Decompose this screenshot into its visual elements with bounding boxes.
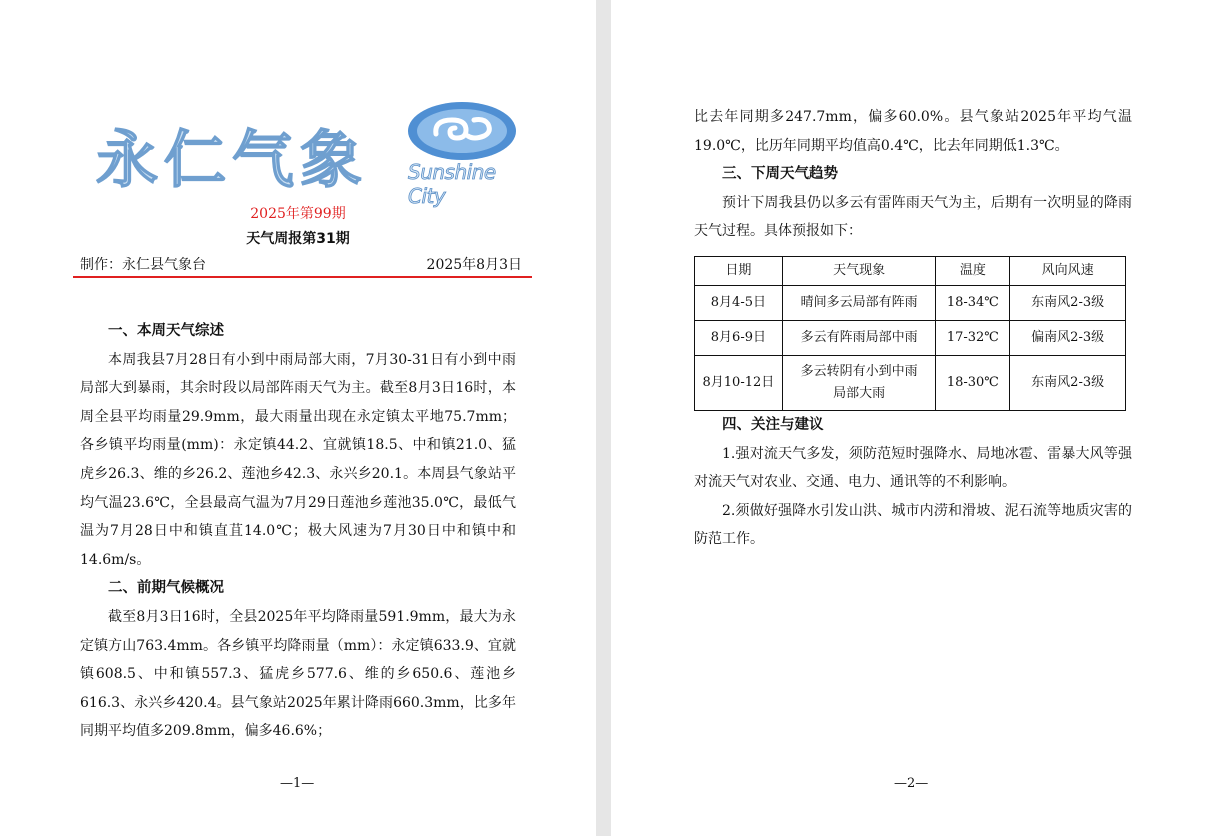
table-cell: 偏南风2-3级 [1010,320,1126,355]
page2-body [694,103,1132,554]
section-heading: 二、前期气候概况 [108,580,224,597]
table-row [695,320,1126,355]
table-cell: 17-32℃ [936,320,1010,355]
issue-number: 2025年第99期 [250,206,346,222]
table-row [695,355,1126,410]
cloud-swirl-icon [406,100,518,162]
table-cell: 8月10-12日 [695,355,783,410]
paragraph: 2.须做好强降水引发山洪、城市内涝和滑坡、泥石流等地质灾害的防范工作。 [694,502,1132,548]
paragraph: 本周我县7月28日有小到中雨局部大雨，7月30-31日有小到中雨局部大到暴雨，其余时段以局部阵雨天气为主。截至8月3日16时，本周全县平均雨量29.9mm，最大雨量出现在永定镇太平地75.7mm；各乡镇平均雨量(mm)：永定镇44.2、宜就镇18.5、中和镇21.0、猛虎乡26.3、维的乡26.2、莲池乡42.3、永兴乡20.1。本周县气象站平均气温23.6℃，全县最高气温为7月29日莲池乡莲池35.0℃，最低气温为7月28日中和镇直苴14.0℃；极大风速为7月30日中和镇中和14.6m/s。 [80,351,516,568]
logo-city-text: Sunshine City [408,160,496,208]
forecast-table [694,256,1126,411]
document-page-2 [611,0,1205,836]
table-cell: 18-30℃ [936,355,1010,410]
report-date: 2025年8月3日 [426,257,522,273]
table-header-row [695,256,1126,285]
page1-body [80,317,516,746]
producer: 制作：永仁县气象台 [80,257,206,273]
paragraph: 1.强对流天气多发，须防范短时强降水、局地冰雹、雷暴大风等强对流天气对农业、交通、电力、通讯等的不利影响。 [694,445,1132,491]
table-cell: 晴间多云局部有阵雨 [782,285,936,320]
table-cell: 东南风2-3级 [1010,355,1126,410]
paragraph: 预计下周我县仍以多云有雷阵雨天气为主，后期有一次明显的降雨天气过程。具体预报如下： [694,194,1132,240]
table-header: 温度 [936,256,1010,285]
section-heading: 四、关注与建议 [722,416,824,433]
table-row [695,285,1126,320]
document-page-1 [0,0,596,836]
page-gutter [596,0,611,836]
section-heading: 三、下周天气趋势 [722,166,838,183]
report-meta [80,254,522,274]
table-cell: 18-34℃ [936,285,1010,320]
red-divider [73,276,532,278]
table-header: 日期 [695,256,783,285]
table-cell: 8月4-5日 [695,285,783,320]
table-cell: 多云转阴有小到中雨局部大雨 [782,355,936,410]
table-header: 天气现象 [782,256,936,285]
table-cell: 8月6-9日 [695,320,783,355]
section-heading: 一、本周天气综述 [108,323,224,339]
table-cell: 多云有阵雨局部中雨 [782,320,936,355]
paragraph: 比去年同期多247.7mm，偏多60.0%。县气象站2025年平均气温19.0℃，比历年同期平均值高0.4℃，比去年同期低1.3℃。 [694,109,1132,154]
table-header: 风向风速 [1010,256,1126,285]
yongren-weather-logo [96,100,526,208]
logo-text: 永仁气象 [96,123,369,196]
paragraph: 截至8月3日16时，全县2025年平均降雨量591.9mm，最大为永定镇方山763.4mm。各乡镇平均降雨量（mm）：永定镇633.9、宜就镇608.5、中和镇557.3、猛虎乡577.6、维的乡650.6、莲池乡616.3、永兴乡420.4。县气象站2025年累计降雨660.3mm，比多年同期平均值多209.8mm，偏多46.6%； [80,608,516,740]
page-number: —2— [894,776,929,791]
report-title: 天气周报第31期 [246,231,350,247]
page-number: —1— [280,776,315,791]
table-cell: 东南风2-3级 [1010,285,1126,320]
